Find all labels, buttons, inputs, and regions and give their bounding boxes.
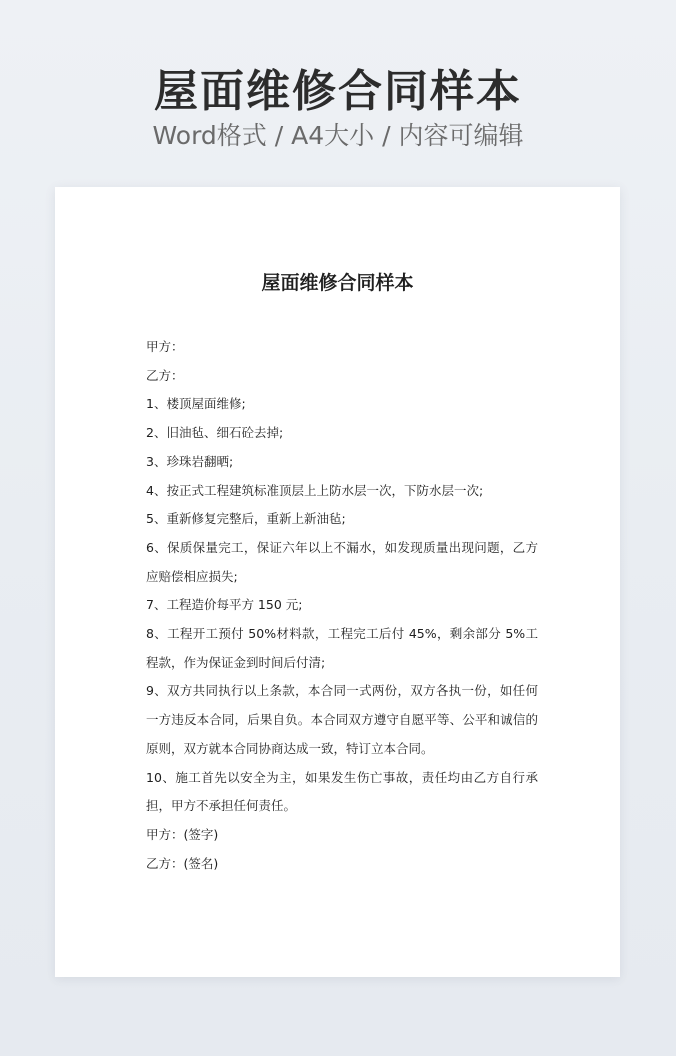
clause-8: 8、工程开工预付 50%材料款，工程完工后付 45%，剩余部分 5%工程款，作为保证金到时间后付清;: [146, 626, 538, 670]
clause-4: 4、按正式工程建筑标准顶层上上防水层一次，下防水层一次;: [146, 482, 484, 498]
clause-7: 7、工程造价每平方 150 元;: [146, 597, 303, 613]
signature-party-b: 乙方：(签名): [146, 855, 219, 871]
party-a-line: 甲方：: [146, 339, 184, 354]
clause-2: 2、旧油毡、细石砼去掉;: [146, 425, 284, 441]
document-page: [55, 187, 620, 977]
clause-9: 9、双方共同执行以上条款，本合同一式两份，双方各执一份，如任何一方违反本合同，后果自负。本合同双方遵守自愿平等、公平和诚信的原则，双方就本合同协商达成一致，特订立本合同。: [146, 683, 538, 756]
clause-6: 6、保质保量完工，保证六年以上不漏水，如发现质量出现问题，乙方应赔偿相应损失;: [146, 539, 538, 584]
document-title: 屋面维修合同样本: [261, 272, 414, 294]
clause-3: 3、珍珠岩翻晒;: [146, 453, 234, 469]
clause-1: 1、楼顶屋面维修;: [146, 396, 246, 412]
banner-title: 屋面维修合同样本: [154, 66, 522, 117]
document-body: [146, 333, 538, 878]
signature-party-a: 甲方：(签字): [146, 826, 219, 842]
banner-subtitle: Word格式 / A4大小 / 内容可编辑: [152, 121, 524, 150]
party-b-line: 乙方：: [146, 367, 184, 383]
clause-5: 5、重新修复完整后，重新上新油毡;: [146, 511, 346, 527]
clause-10: 10、施工首先以安全为主，如果发生伤亡事故，责任均由乙方自行承担，甲方不承担任何责任。: [146, 769, 538, 814]
